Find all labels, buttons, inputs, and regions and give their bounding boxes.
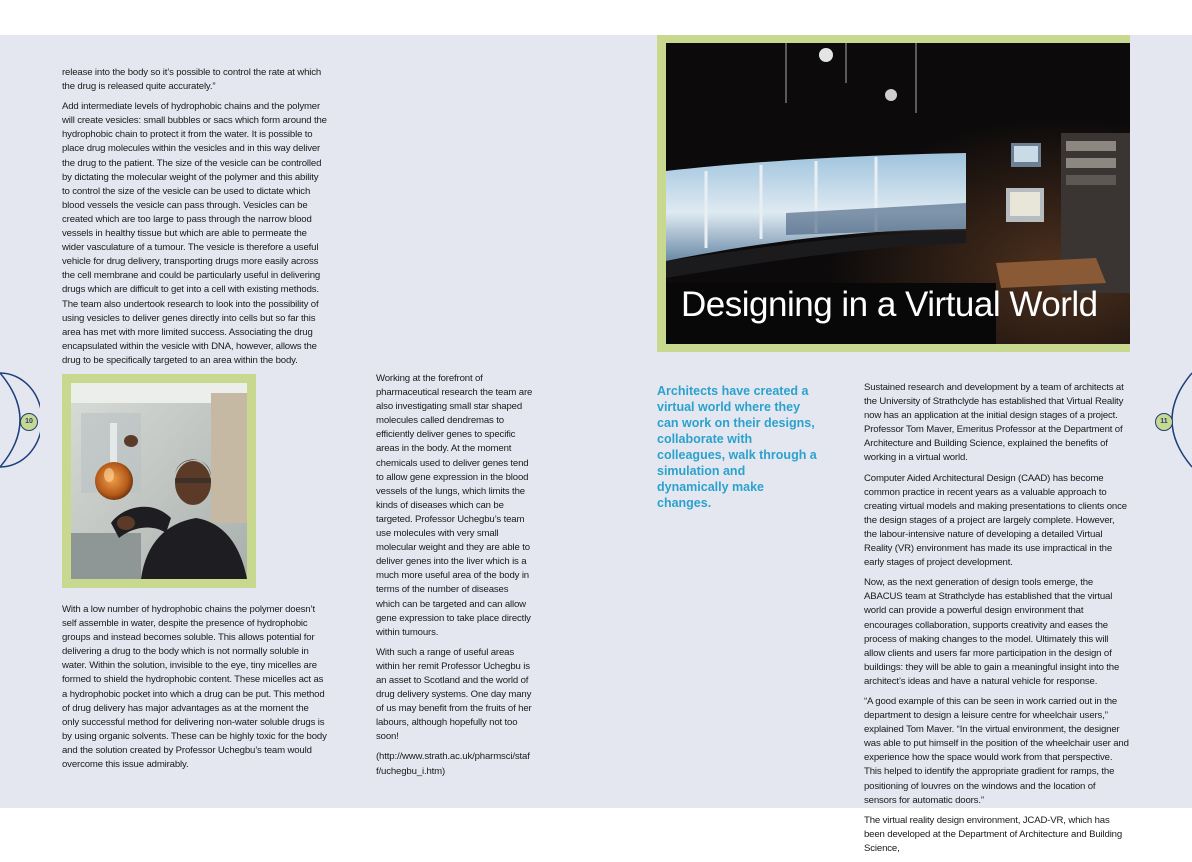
page-number-left: 10: [20, 413, 38, 431]
paragraph: Computer Aided Architectural Design (CAAD) has become common practice in recent years as a valuable approach to creating virtual models and making presentations to clients once the design stages of a project are largely complete. However, the labour-intensive nature of developing a detailed Virtual Reality (VR) environment has made its use impractical in the early stages of project development.: [864, 472, 1127, 569]
reference-link: (http://www.strath.ac.uk/pharmsci/staff/uchegbu_i.htm): [376, 751, 530, 777]
scientist-photo: [71, 383, 247, 579]
lab-photo-frame: [62, 374, 256, 588]
page-number-right: 11: [1155, 413, 1173, 431]
pull-quote: Architects have created a virtual world where they can work on their designs, collaborate with colleagues, walk through a simulation and dynamically make changes.: [657, 384, 817, 510]
paragraph: With a low number of hydrophobic chains the polymer doesn’t self assemble in water, despite the presence of hydrophobic groups and instead becomes soluble. This allows potential for delivering a drug to the body which is not normally soluble in water. Within the solution, invisible to the eye, tiny micelles are formed to shield the hydrophobic content. These micelles act as a hydrophobic pocket into which a drug can be put. This method of drug delivery has major advantages as at the moment the only successful method for delivering non-water soluble drugs is by using organic solvents. These can be highly toxic for the body and the solution created by Professor Uchegbu’s team would overcome this issue admirably.: [62, 604, 327, 771]
article-title: Designing in a Virtual World: [681, 285, 1098, 324]
paragraph: Add intermediate levels of hydrophobic chains and the polymer will create vesicles: small bubbles or sacs which form around the hydrophobic chain to protect it from the water. It is possible to place drug molecules within the vesicles and in this way deliver the drug to the patient. The size of the vesicle can be controlled by dictating the molecular weight of the polymer and this ability to control the size of the vesicle can be used to dictate which blood vessels the vesicle can pass through. Vesicles can be created which are too large to pass through the narrow blood vessels in healthy tissue but which are able to permeate the wider vasculature of a tumour. The vesicle is therefore a useful vehicle for drug delivery, transporting drugs more easily across the cell membrane and could be particularly useful in delivering drugs which are difficult to get into a cell with existing methods. The team also undertook research to look into the possibility of using vesicles to deliver genes directly into cells but so far this area has met with more limited success. Associating the drug encapsulated within the vesicle with DNA, however, allows the drug to be specifically targeted to an area within the body.: [62, 101, 327, 366]
paragraph: Working at the forefront of pharmaceutical research the team are also investigating small star shaped molecules called dendremas to efficiently deliver genes to specific areas in the body. At the moment chemicals used to deliver genes tend to allow gene expression in the blood vessels of the lungs, which limits the kinds of diseases which can be targeted. Professor Uchegbu’s team use molecules with very small molecular weight and they are able to deliver genes into the liver which is a much more useful area of the body in terms of the number of diseases which can be targeted and can allow gene expression to take place directly within tumours.: [376, 373, 533, 638]
paragraph: The virtual reality design environment, JCAD-VR, which has been developed at the Department of Architecture and Building Science,: [864, 814, 1123, 854]
paragraph: “A good example of this can be seen in work carried out in the department to design a leisure centre for wheelchair users,” explained Tom Maver. “In the virtual environment, the designer was able to put himself in the position of the wheelchair user and experience how the space would work from that perspective. This helped to identify the appropriate gradient for ramps, the positioning of louvres on the windows and the location of sensors for automatic doors.”: [864, 695, 1129, 806]
left-column-top: [62, 66, 328, 374]
paragraph: Sustained research and development by a team of architects at the University of Strathclyde has established that Virtual Reality now has an application at the initial design stages of a project. Professor Tom Maver, Emeritus Professor at the Department of Architecture and Building Science, explained the benefits of working in a virtual world.: [864, 382, 1124, 464]
left-column-bottom: [62, 603, 328, 778]
left-column-second: [376, 372, 534, 785]
paragraph: Now, as the next generation of design tools emerge, the ABACUS team at Strathclyde has established that the virtual world can provide a powerful design environment that encourages collaboration, supports creativity and eases the process of making changes to the model. Ultimately this will allow clients and users far more participation in the design of buildings: they will be able to gain a meaningful insight into the architect’s ideas and have a natural vehicle for response.: [864, 577, 1120, 687]
right-column: [864, 381, 1129, 862]
paragraph: release into the body so it’s possible to control the rate at which the drug is released quite accurately.”: [62, 67, 322, 93]
paragraph: With such a range of useful areas within her remit Professor Uchegbu is an asset to Scotland and the world of drug delivery systems. One day many of us may benefit from the fruits of her labours, although hopefully not too soon!: [376, 646, 532, 743]
vr-photo-frame: [657, 35, 1130, 352]
